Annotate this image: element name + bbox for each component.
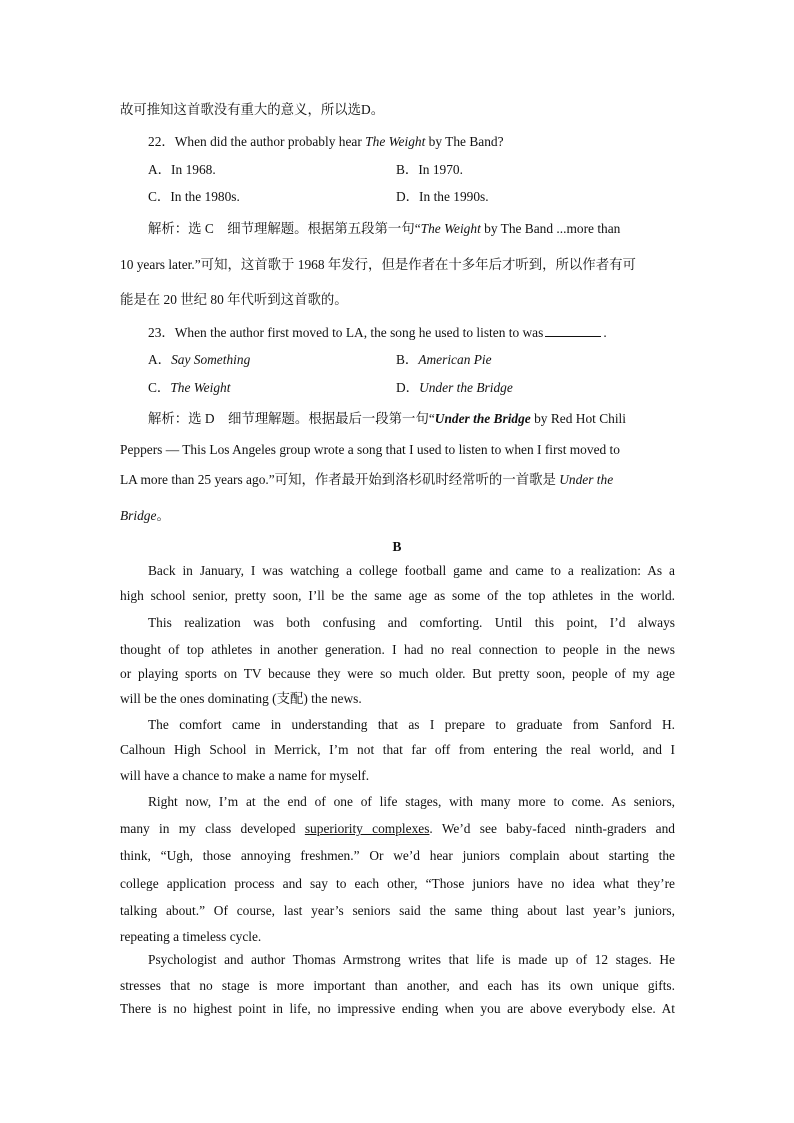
q23-explanation-line1: 解析：选 D 细节理解题。根据最后一段第一句“Under the Bridge by Red Hot Chili xyxy=(148,411,626,426)
passage-line: Calhoun High School in Merrick, I’m not that far off from entering the real world, and I xyxy=(120,742,675,757)
passage-line: stresses that no stage is more important than another, and each has its own unique gifts. xyxy=(120,978,675,993)
q23-explanation-line3: LA more than 25 years ago.”可知，作者最开始到洛杉矶时经常听的一首歌是 Under the xyxy=(120,472,614,487)
underlined-phrase: superiority complexes xyxy=(304,821,430,836)
passage-line: or playing sports on TV because they were so much older. But pretty soon, people of my age xyxy=(120,666,675,681)
section-heading: B xyxy=(392,539,402,554)
q22-option-a: A．In 1968. xyxy=(148,162,216,177)
answer-blank xyxy=(545,324,601,337)
passage-line: The comfort came in understanding that as I prepare to graduate from Sanford H. xyxy=(148,717,675,732)
passage-line: will be the ones dominating (支配) the news. xyxy=(120,691,362,706)
q22-option-c: C．In the 1980s. xyxy=(148,189,240,204)
q23-stem: 23．When the author first moved to LA, the song he used to listen to was . xyxy=(148,325,607,340)
q23-option-d: D．Under the Bridge xyxy=(396,380,513,395)
q22-option-d: D．In the 1990s. xyxy=(396,189,489,204)
q23-option-b: B．American Pie xyxy=(396,352,492,367)
q21-explanation-tail: 故可推知这首歌没有重大的意义，所以选D。 xyxy=(120,102,385,117)
passage-line: think, “Ugh, those annoying freshmen.” Or we’d hear juniors complain about starting the xyxy=(120,848,675,863)
q22-option-b: B．In 1970. xyxy=(396,162,463,177)
passage-line: There is no highest point in life, no impressive ending when you are above everybody else. At xyxy=(120,1001,675,1016)
q23-option-a: A．Say Something xyxy=(148,352,251,367)
q23-explanation-line2: Peppers — This Los Angeles group wrote a song that I used to listen to when I first moved to xyxy=(120,442,620,457)
passage-line: high school senior, pretty soon, I’ll be the same age as some of the top athletes in the world. xyxy=(120,588,675,603)
q22-explanation-line2: 10 years later.”可知，这首歌于 1968 年发行，但是作者在十多年后才听到，所以作者有可 xyxy=(120,257,636,272)
passage-line: Psychologist and author Thomas Armstrong writes that life is made up of 12 stages. He xyxy=(148,952,675,967)
passage-line: will have a chance to make a name for myself. xyxy=(120,768,370,783)
q22-stem: 22．When did the author probably hear The Weight by The Band? xyxy=(148,134,504,149)
q22-explanation-line1: 解析：选 C 细节理解题。根据第五段第一句“The Weight by The Band ...more than xyxy=(148,221,621,236)
passage-line: many in my class developed superiority complexes. We’d see baby-faced ninth-graders and xyxy=(120,821,675,836)
q23-option-c: C．The Weight xyxy=(148,380,231,395)
passage-line: talking about.” Of course, last year’s seniors said the same thing about last year’s juniors, xyxy=(120,903,675,918)
q23-explanation-line4: Bridge。 xyxy=(120,508,170,523)
passage-line: Right now, I’m at the end of one of life stages, with many more to come. As seniors, xyxy=(148,794,675,809)
q22-explanation-line3: 能是在 20 世纪 80 年代听到这首歌的。 xyxy=(120,292,348,307)
passage-line: college application process and say to each other, “Those juniors have no idea what they’re xyxy=(120,876,675,891)
passage-line: This realization was both confusing and comforting. Until this point, I’d always xyxy=(148,615,675,630)
passage-line: thought of top athletes in another generation. I had no real connection to people in the news xyxy=(120,642,675,657)
passage-line: Back in January, I was watching a college football game and came to a realization: As a xyxy=(148,563,675,578)
passage-line: repeating a timeless cycle. xyxy=(120,929,262,944)
